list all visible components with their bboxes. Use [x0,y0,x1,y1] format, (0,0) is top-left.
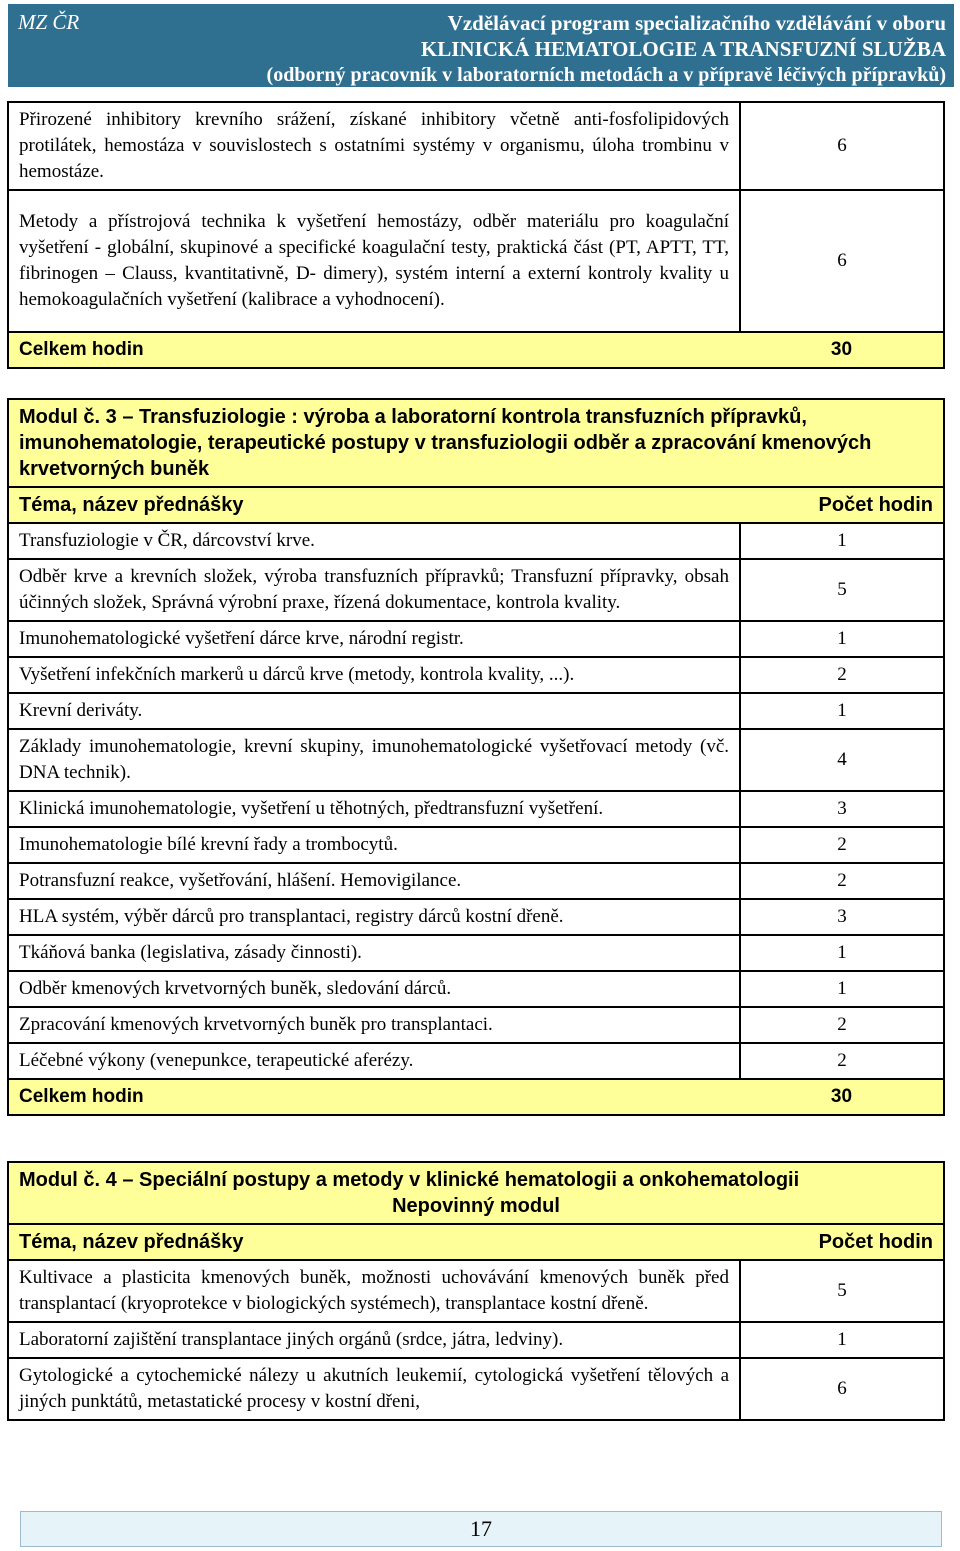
header-ministry: MZ ČR [18,10,80,34]
table-row [8,559,944,621]
lecture-hours: 5 [740,1260,944,1322]
column-header-topic: Téma, název přednášky [8,487,740,523]
lecture-topic: Transfuziologie v ČR, dárcovství krve. [8,523,740,559]
lecture-hours: 6 [740,190,944,332]
lecture-hours: 1 [740,621,944,657]
module4-table [7,1161,945,1421]
table-row [8,621,944,657]
lecture-topic: Imunohematologické vyšetření dárce krve, národní registr. [8,621,740,657]
module3-title-text: 3 – Transfuziologie : výroba a laboratorní kontrola transfuzních přípravků, imunohematologie, terapeutické postupy v transfuziologii odběr a zpracování kmenových krvetvorných buněk [19,406,872,480]
table-row [8,1322,944,1358]
lecture-topic: Zpracování kmenových krvetvorných buněk pro transplantaci. [8,1007,740,1043]
table-row [8,1260,944,1322]
lecture-hours: 4 [740,729,944,791]
lecture-topic: Kultivace a plasticita kmenových buněk, možnosti uchovávání kmenových buněk před transplantací (kryoprotekce v biologických systémech), transplantace kostní dřeně. [8,1260,740,1322]
table-row [8,791,944,827]
module4-title-prefix: Modul č. [19,1169,101,1191]
lecture-hours: 2 [740,657,944,693]
lecture-hours: 1 [740,935,944,971]
lecture-topic: Klinická imunohematologie, vyšetření u těhotných, předtransfuzní vyšetření. [8,791,740,827]
table-row [8,190,944,332]
module2-table [7,101,945,369]
lecture-topic: Vyšetření infekčních markerů u dárců krve (metody, kontrola kvality, ...). [8,657,740,693]
lecture-topic: Odběr krve a krevních složek, výroba transfuzních přípravků; Transfuzní přípravky, obsah účinných složek, Správná výrobní praxe, řízená dokumentace, kontrola kvality. [8,559,740,621]
lecture-hours: 6 [740,102,944,190]
table-row [8,827,944,863]
column-header-hours: Počet hodin [740,487,944,523]
lecture-hours: 1 [740,523,944,559]
total-row [8,1079,944,1115]
table-row [8,523,944,559]
lecture-hours: 3 [740,791,944,827]
table-row [8,729,944,791]
module4-title-text: 4 – Speciální postupy a metody v klinické hematologii a onkohematologii [100,1169,800,1191]
lecture-topic: Léčebné výkony (venepunkce, terapeutické aferézy. [8,1043,740,1079]
total-value: 30 [740,332,944,368]
lecture-hours: 1 [740,1322,944,1358]
module4-title [8,1162,944,1224]
header-line-2: KLINICKÁ HEMATOLOGIE A TRANSFUZNÍ SLUŽBA [420,37,946,61]
lecture-topic: Krevní deriváty. [8,693,740,729]
header-line-1: Vzdělávací program specializačního vzdělávání v oboru [447,11,946,35]
table-row [8,863,944,899]
table-row [8,899,944,935]
total-label: Celkem hodin [8,332,740,368]
table-row [8,971,944,1007]
lecture-hours: 6 [740,1358,944,1420]
table-row [8,693,944,729]
table-row [8,102,944,190]
lecture-hours: 1 [740,971,944,1007]
document-header [8,4,954,87]
module3-title-prefix: Modul č. [19,406,101,428]
module4-subtitle: Nepovinný modul [392,1195,560,1217]
table-row [8,1007,944,1043]
module3-table [7,398,945,1116]
lecture-topic: Tkáňová banka (legislativa, zásady činnosti). [8,935,740,971]
lecture-topic: Metody a přístrojová technika k vyšetření hemostázy, odběr materiálu pro koagulační vyšetření - globální, skupinové a specifické koagulační testy, praktická část (PT, APTT, TT, fibrinogen – Clauss, kvantitativně, D- dimery), systém interní a externí kontroly kvality u hemokoagulačních vyšetření (kalibrace a vyhodnocení). [8,190,740,332]
lecture-topic: Laboratorní zajištění transplantace jiných orgánů (srdce, játra, ledviny). [8,1322,740,1358]
module4-column-header [8,1224,944,1260]
lecture-hours: 2 [740,1007,944,1043]
total-row [8,332,944,368]
header-line-3: (odborný pracovník v laboratorních metodách a v přípravě léčivých přípravků) [266,64,946,86]
page-footer [20,1511,942,1547]
lecture-hours: 1 [740,693,944,729]
header-program-title [267,10,946,88]
lecture-topic: Základy imunohematologie, krevní skupiny, imunohematologické vyšetřovací metody (vč. DNA technik). [8,729,740,791]
table-row [8,935,944,971]
lecture-topic: Imunohematologie bílé krevní řady a trombocytů. [8,827,740,863]
table-row [8,1358,944,1420]
page-number: 17 [470,1516,492,1541]
lecture-hours: 2 [740,863,944,899]
lecture-topic: Přirozené inhibitory krevního srážení, získané inhibitory včetně anti-fosfolipidových protilátek, hemostáza v souvislostech s ostatními systémy v organismu, úloha trombinu v hemostáze. [8,102,740,190]
total-value: 30 [740,1079,944,1115]
lecture-topic: HLA systém, výběr dárců pro transplantaci, registry dárců kostní dřeně. [8,899,740,935]
column-header-hours: Počet hodin [740,1224,944,1260]
table-row [8,1043,944,1079]
column-header-topic: Téma, název přednášky [8,1224,740,1260]
module3-title-row [8,399,944,487]
lecture-topic: Odběr kmenových krvetvorných buněk, sledování dárců. [8,971,740,1007]
module3-column-header [8,487,944,523]
lecture-hours: 3 [740,899,944,935]
lecture-hours: 5 [740,559,944,621]
lecture-topic: Gytologické a cytochemické nálezy u akutních leukemií, cytologická vyšetření tělových a jiných punktátů, metastatické procesy v kostní dřeni, [8,1358,740,1420]
lecture-topic: Potransfuzní reakce, vyšetřování, hlášení. Hemovigilance. [8,863,740,899]
module4-title-row [8,1162,944,1224]
module3-title [8,399,944,487]
total-label: Celkem hodin [8,1079,740,1115]
lecture-hours: 2 [740,827,944,863]
table-row [8,657,944,693]
lecture-hours: 2 [740,1043,944,1079]
